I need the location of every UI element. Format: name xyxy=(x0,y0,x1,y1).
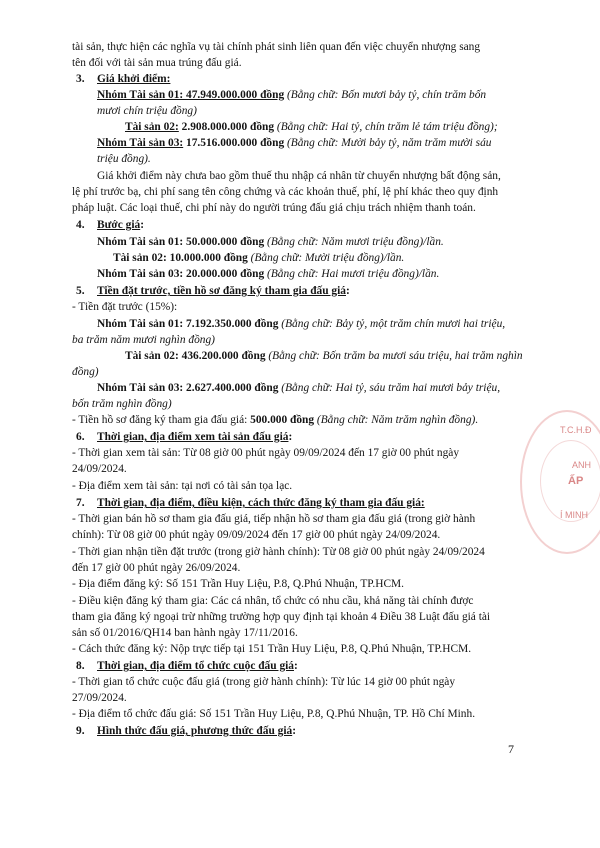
body-line: - Tiền đặt trước (15%): xyxy=(72,301,178,313)
section-heading: Thời gian, địa điểm tổ chức cuộc đấu giá: xyxy=(97,660,298,672)
price-words: (Bằng chữ: Bốn mươi bảy tỷ, chín trăm bốn xyxy=(284,89,487,101)
deposit-words-cont: ba trăm năm mươi nghìn đồng) xyxy=(72,334,215,346)
registration-fee: - Tiền hồ sơ đăng ký tham gia đấu giá: 500.000 đồng (Bằng chữ: Năm trăm nghìn đồng). xyxy=(72,414,479,426)
section-heading: Hình thức đấu giá, phương thức đấu giá: xyxy=(97,725,296,737)
price-words: (Bằng chữ: Hai tỷ, chín trăm lẻ tám triệu đồng); xyxy=(274,121,498,133)
deposit-words-cont: đồng) xyxy=(72,366,99,378)
price-label: Tài sản 02: xyxy=(125,121,179,133)
price-words-cont: triệu đồng). xyxy=(97,153,151,165)
section-number: 7. xyxy=(76,497,85,509)
section-number: 6. xyxy=(76,431,85,443)
body-line: - Thời gian nhận tiền đặt trước (trong giờ hành chính): Từ 08 giờ 00 phút ngày 24/09/2024 xyxy=(72,546,485,558)
body-line: 27/09/2024. xyxy=(72,692,127,704)
stamp-text-4: Í MINH xyxy=(560,510,588,520)
starting-price-group-1 xyxy=(97,88,486,102)
body-line: đến 17 giờ 00 phút ngày 26/09/2024. xyxy=(72,562,241,574)
body-line: Giá khởi điểm này chưa bao gồm thuế thu nhập cá nhân từ chuyển nhượng bất động sản, xyxy=(97,170,501,182)
section-heading: Giá khởi điểm: xyxy=(97,73,171,85)
section-number: 9. xyxy=(76,725,85,737)
section-number: 4. xyxy=(76,219,85,231)
price-words: (Bằng chữ: Mười bảy tỷ, năm trăm mười sáu xyxy=(284,137,492,149)
price-amount: 17.516.000.000 đồng xyxy=(183,137,285,149)
body-line: - Địa điểm xem tài sản: tại nơi có tài sản tọa lạc. xyxy=(72,480,293,492)
body-line: - Địa điểm đăng ký: Số 151 Trần Huy Liệu, P.8, Q.Phú Nhuận, TP.HCM. xyxy=(72,578,405,590)
price-label: Nhóm Tài sản 03: xyxy=(97,137,184,149)
body-line: - Cách thức đăng ký: Nộp trực tiếp tại 151 Trần Huy Liệu, P.8, Q.Phú Nhuận, TP.HCM. xyxy=(72,643,472,655)
deposit-words-cont: bốn trăm nghìn đồng) xyxy=(72,398,172,410)
body-line: 24/09/2024. xyxy=(72,463,127,475)
body-line: pháp luật. Các loại thuế, chi phí này do người trúng đấu giá chịu trách nhiệm thanh toán. xyxy=(72,202,476,214)
body-line: tên đối với tài sản mua trúng đấu giá. xyxy=(72,57,242,69)
stamp-text-2: ẤP xyxy=(568,475,584,487)
stamp-text-3: ANH xyxy=(572,460,592,470)
section-heading: Thời gian, địa điểm xem tài sản đấu giá: xyxy=(97,431,293,443)
section-number: 8. xyxy=(76,660,85,672)
price-amount: 2.908.000.000 đồng xyxy=(178,121,275,133)
bid-step-asset-2: Tài sản 02: 10.000.000 đồng (Bằng chữ: Mười triệu đồng)/lần. xyxy=(113,252,405,264)
section-heading: Tiền đặt trước, tiền hồ sơ đăng ký tham gia đấu giá: xyxy=(97,285,350,297)
body-line: lệ phí trước bạ, chi phí sang tên công chứng và các khoản thuế, phí, lệ phí khác theo quy định xyxy=(72,186,499,198)
stamp-text-1: T.C.H.Đ xyxy=(560,425,592,435)
deposit-group-3: Nhóm Tài sản 03: 2.627.400.000 đồng (Bằng chữ: Hai tỷ, sáu trăm hai mươi bảy triệu, xyxy=(97,382,501,394)
body-line: tham gia đăng ký ngoại trừ những trường hợp quy định tại khoản 4 Điều 38 Luật đấu giá tài xyxy=(72,611,491,623)
body-line: chính): Từ 08 giờ 00 phút ngày 09/09/2024 đến 17 giờ 00 phút ngày 24/09/2024. xyxy=(72,529,441,541)
page-number: 7 xyxy=(508,742,514,756)
body-line: - Thời gian tổ chức cuộc đấu giá (trong giờ hành chính): Từ lúc 14 giờ 00 phút ngày xyxy=(72,676,456,688)
section-number: 3. xyxy=(76,73,85,85)
body-line: sản số 01/2016/QH14 ban hành ngày 17/11/2016. xyxy=(72,627,298,639)
bid-step-group-1: Nhóm Tài sản 01: 50.000.000 đồng (Bằng chữ: Năm mươi triệu đồng)/lần. xyxy=(97,236,444,248)
starting-price-group-3 xyxy=(97,136,491,150)
bid-step-group-3: Nhóm Tài sản 03: 20.000.000 đồng (Bằng chữ: Hai mươi triệu đồng)/lần. xyxy=(97,268,440,280)
starting-price-asset-2 xyxy=(125,120,498,134)
deposit-group-1: Nhóm Tài sản 01: 7.192.350.000 đồng (Bằng chữ: Bảy tỷ, một trăm chín mươi hai triệu, xyxy=(97,318,506,330)
body-line: - Địa điểm tổ chức đấu giá: Số 151 Trần Huy Liệu, P.8, Q.Phú Nhuận, TP. Hồ Chí Minh. xyxy=(72,708,476,720)
body-line: - Thời gian bán hồ sơ tham gia đấu giá, tiếp nhận hồ sơ tham gia đấu giá (trong giờ hành xyxy=(72,513,476,525)
section-heading: Bước giá: xyxy=(97,219,144,231)
body-line: tài sản, thực hiện các nghĩa vụ tài chính phát sinh liên quan đến việc chuyển nhượng sang xyxy=(72,41,481,53)
body-line: - Điều kiện đăng ký tham gia: Các cá nhân, tổ chức có nhu cầu, khả năng tài chính được xyxy=(72,595,474,607)
section-heading: Thời gian, địa điểm, điều kiện, cách thức đăng ký tham gia đấu giá: xyxy=(97,497,425,509)
body-line: - Thời gian xem tài sản: Từ 08 giờ 00 phút ngày 09/09/2024 đến 17 giờ 00 phút ngày xyxy=(72,447,460,459)
section-number: 5. xyxy=(76,285,85,297)
price-label: Nhóm Tài sản 01: 47.949.000.000 đồng xyxy=(97,89,285,101)
price-words-cont: mươi chín triệu đồng) xyxy=(97,105,197,117)
deposit-asset-2: Tài sản 02: 436.200.000 đồng (Bằng chữ: Bốn trăm ba mươi sáu triệu, hai trăm nghìn xyxy=(125,350,523,362)
